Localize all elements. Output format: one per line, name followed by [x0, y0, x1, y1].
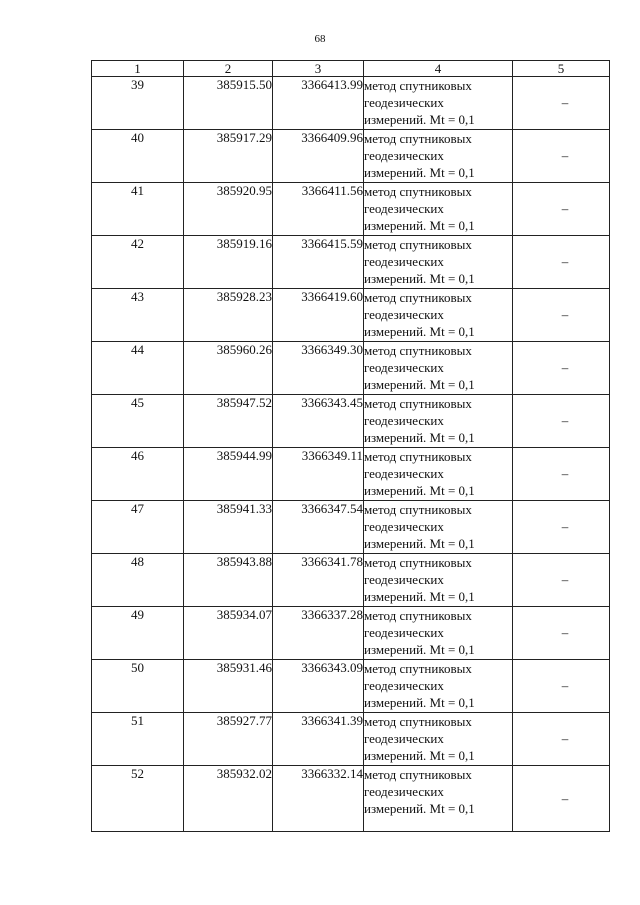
table-row	[92, 289, 610, 342]
method-cell	[364, 342, 513, 395]
table-row	[92, 448, 610, 501]
table-row	[92, 554, 610, 607]
method-cell	[364, 77, 513, 130]
point-number: 48	[92, 554, 184, 607]
coordinate-y: 3366415.59	[273, 236, 364, 289]
method-line-3: измерений. Mt = 0,1	[364, 589, 475, 604]
coordinate-y: 3366409.96	[273, 130, 364, 183]
method-line-3: измерений. Mt = 0,1	[364, 165, 475, 180]
header-col-4: 4	[364, 61, 513, 77]
method-line-2: геодезических	[364, 466, 444, 481]
method-cell	[364, 660, 513, 713]
table-row	[92, 766, 610, 832]
point-number: 50	[92, 660, 184, 713]
method-line-1: метод спутниковых	[364, 661, 472, 676]
coordinate-x: 385931.46	[184, 660, 273, 713]
note-dash: –	[561, 678, 569, 693]
method-cell	[364, 501, 513, 554]
method-cell	[364, 713, 513, 766]
note-dash: –	[561, 466, 569, 481]
method-line-2: геодезических	[364, 625, 444, 640]
method-line-2: геодезических	[364, 784, 444, 799]
table-header	[92, 61, 610, 77]
coordinate-x: 385947.52	[184, 395, 273, 448]
coordinate-y: 3366349.11	[273, 448, 364, 501]
method-cell	[364, 395, 513, 448]
method-line-3: измерений. Mt = 0,1	[364, 536, 475, 551]
coordinate-x: 385960.26	[184, 342, 273, 395]
method-line-2: геодезических	[364, 731, 444, 746]
method-cell	[364, 130, 513, 183]
method-line-3: измерений. Mt = 0,1	[364, 324, 475, 339]
method-cell	[364, 289, 513, 342]
coordinate-x: 385919.16	[184, 236, 273, 289]
coordinate-y: 3366419.60	[273, 289, 364, 342]
method-line-1: метод спутниковых	[364, 555, 472, 570]
coordinate-y: 3366332.14	[273, 766, 364, 832]
method-line-1: метод спутниковых	[364, 767, 472, 782]
method-line-1: метод спутниковых	[364, 237, 472, 252]
note-cell	[513, 183, 610, 236]
note-cell	[513, 607, 610, 660]
method-line-1: метод спутниковых	[364, 131, 472, 146]
method-line-1: метод спутниковых	[364, 502, 472, 517]
coordinate-x: 385915.50	[184, 77, 273, 130]
table-body	[92, 77, 610, 832]
table-row	[92, 501, 610, 554]
method-line-1: метод спутниковых	[364, 78, 472, 93]
method-cell	[364, 766, 513, 832]
method-line-2: геодезических	[364, 95, 444, 110]
method-line-2: геодезических	[364, 519, 444, 534]
note-dash: –	[561, 254, 569, 269]
note-dash: –	[561, 413, 569, 428]
note-cell	[513, 713, 610, 766]
note-cell	[513, 501, 610, 554]
coordinate-y: 3366341.78	[273, 554, 364, 607]
coordinate-x: 385932.02	[184, 766, 273, 832]
table-row	[92, 342, 610, 395]
header-row	[92, 61, 610, 77]
coordinate-y: 3366341.39	[273, 713, 364, 766]
method-line-2: геодезических	[364, 201, 444, 216]
note-dash: –	[561, 625, 569, 640]
method-line-1: метод спутниковых	[364, 343, 472, 358]
note-dash: –	[561, 148, 569, 163]
header-col-1: 1	[92, 61, 184, 77]
method-line-3: измерений. Mt = 0,1	[364, 430, 475, 445]
coordinate-x: 385941.33	[184, 501, 273, 554]
table-row	[92, 660, 610, 713]
coordinate-y: 3366411.56	[273, 183, 364, 236]
note-dash: –	[561, 790, 569, 806]
method-line-3: измерений. Mt = 0,1	[364, 271, 475, 286]
method-line-1: метод спутниковых	[364, 714, 472, 729]
method-line-3: измерений. Mt = 0,1	[364, 642, 475, 657]
method-line-2: геодезических	[364, 148, 444, 163]
note-cell	[513, 130, 610, 183]
point-number: 49	[92, 607, 184, 660]
coordinate-x: 385920.95	[184, 183, 273, 236]
method-line-3: измерений. Mt = 0,1	[364, 218, 475, 233]
table-row	[92, 395, 610, 448]
note-dash: –	[561, 572, 569, 587]
method-line-1: метод спутниковых	[364, 608, 472, 623]
note-cell	[513, 77, 610, 130]
method-line-1: метод спутниковых	[364, 449, 472, 464]
coordinate-x: 385928.23	[184, 289, 273, 342]
table-row	[92, 77, 610, 130]
page-number: 68	[314, 33, 326, 45]
method-line-1: метод спутниковых	[364, 184, 472, 199]
coordinate-y: 3366349.30	[273, 342, 364, 395]
point-number: 45	[92, 395, 184, 448]
method-line-3: измерений. Mt = 0,1	[364, 801, 475, 816]
table-row	[92, 183, 610, 236]
method-line-3: измерений. Mt = 0,1	[364, 483, 475, 498]
point-number: 44	[92, 342, 184, 395]
coordinate-y: 3366343.09	[273, 660, 364, 713]
note-cell	[513, 289, 610, 342]
method-line-3: измерений. Mt = 0,1	[364, 748, 475, 763]
note-dash: –	[561, 95, 569, 110]
method-cell	[364, 183, 513, 236]
point-number: 51	[92, 713, 184, 766]
point-number: 42	[92, 236, 184, 289]
table-row	[92, 130, 610, 183]
note-cell	[513, 395, 610, 448]
coordinate-y: 3366337.28	[273, 607, 364, 660]
method-line-1: метод спутниковых	[364, 290, 472, 305]
coordinate-x: 385927.77	[184, 713, 273, 766]
point-number: 52	[92, 766, 184, 832]
note-dash: –	[561, 201, 569, 216]
coordinates-table	[91, 60, 610, 832]
method-line-2: геодезических	[364, 254, 444, 269]
method-line-3: измерений. Mt = 0,1	[364, 695, 475, 710]
table-row	[92, 713, 610, 766]
method-line-2: геодезических	[364, 572, 444, 587]
method-line-2: геодезических	[364, 307, 444, 322]
header-col-5: 5	[513, 61, 610, 77]
coordinate-y: 3366343.45	[273, 395, 364, 448]
table-row	[92, 236, 610, 289]
point-number: 47	[92, 501, 184, 554]
note-dash: –	[561, 519, 569, 534]
coordinate-x: 385934.07	[184, 607, 273, 660]
method-line-2: геодезических	[364, 678, 444, 693]
point-number: 41	[92, 183, 184, 236]
note-dash: –	[561, 360, 569, 375]
header-col-2: 2	[184, 61, 273, 77]
method-line-3: измерений. Mt = 0,1	[364, 377, 475, 392]
note-cell	[513, 766, 610, 832]
note-dash: –	[561, 307, 569, 322]
method-line-2: геодезических	[364, 413, 444, 428]
note-cell	[513, 342, 610, 395]
note-cell	[513, 554, 610, 607]
coordinate-x: 385944.99	[184, 448, 273, 501]
method-cell	[364, 448, 513, 501]
point-number: 40	[92, 130, 184, 183]
note-cell	[513, 448, 610, 501]
method-line-3: измерений. Mt = 0,1	[364, 112, 475, 127]
note-cell	[513, 236, 610, 289]
note-dash: –	[561, 731, 569, 746]
method-line-2: геодезических	[364, 360, 444, 375]
coordinate-x: 385917.29	[184, 130, 273, 183]
method-cell	[364, 554, 513, 607]
note-cell	[513, 660, 610, 713]
point-number: 46	[92, 448, 184, 501]
coordinate-y: 3366347.54	[273, 501, 364, 554]
table-row	[92, 607, 610, 660]
coordinate-x: 385943.88	[184, 554, 273, 607]
method-cell	[364, 607, 513, 660]
point-number: 43	[92, 289, 184, 342]
coordinate-y: 3366413.99	[273, 77, 364, 130]
header-col-3: 3	[273, 61, 364, 77]
method-cell	[364, 236, 513, 289]
method-line-1: метод спутниковых	[364, 396, 472, 411]
point-number: 39	[92, 77, 184, 130]
